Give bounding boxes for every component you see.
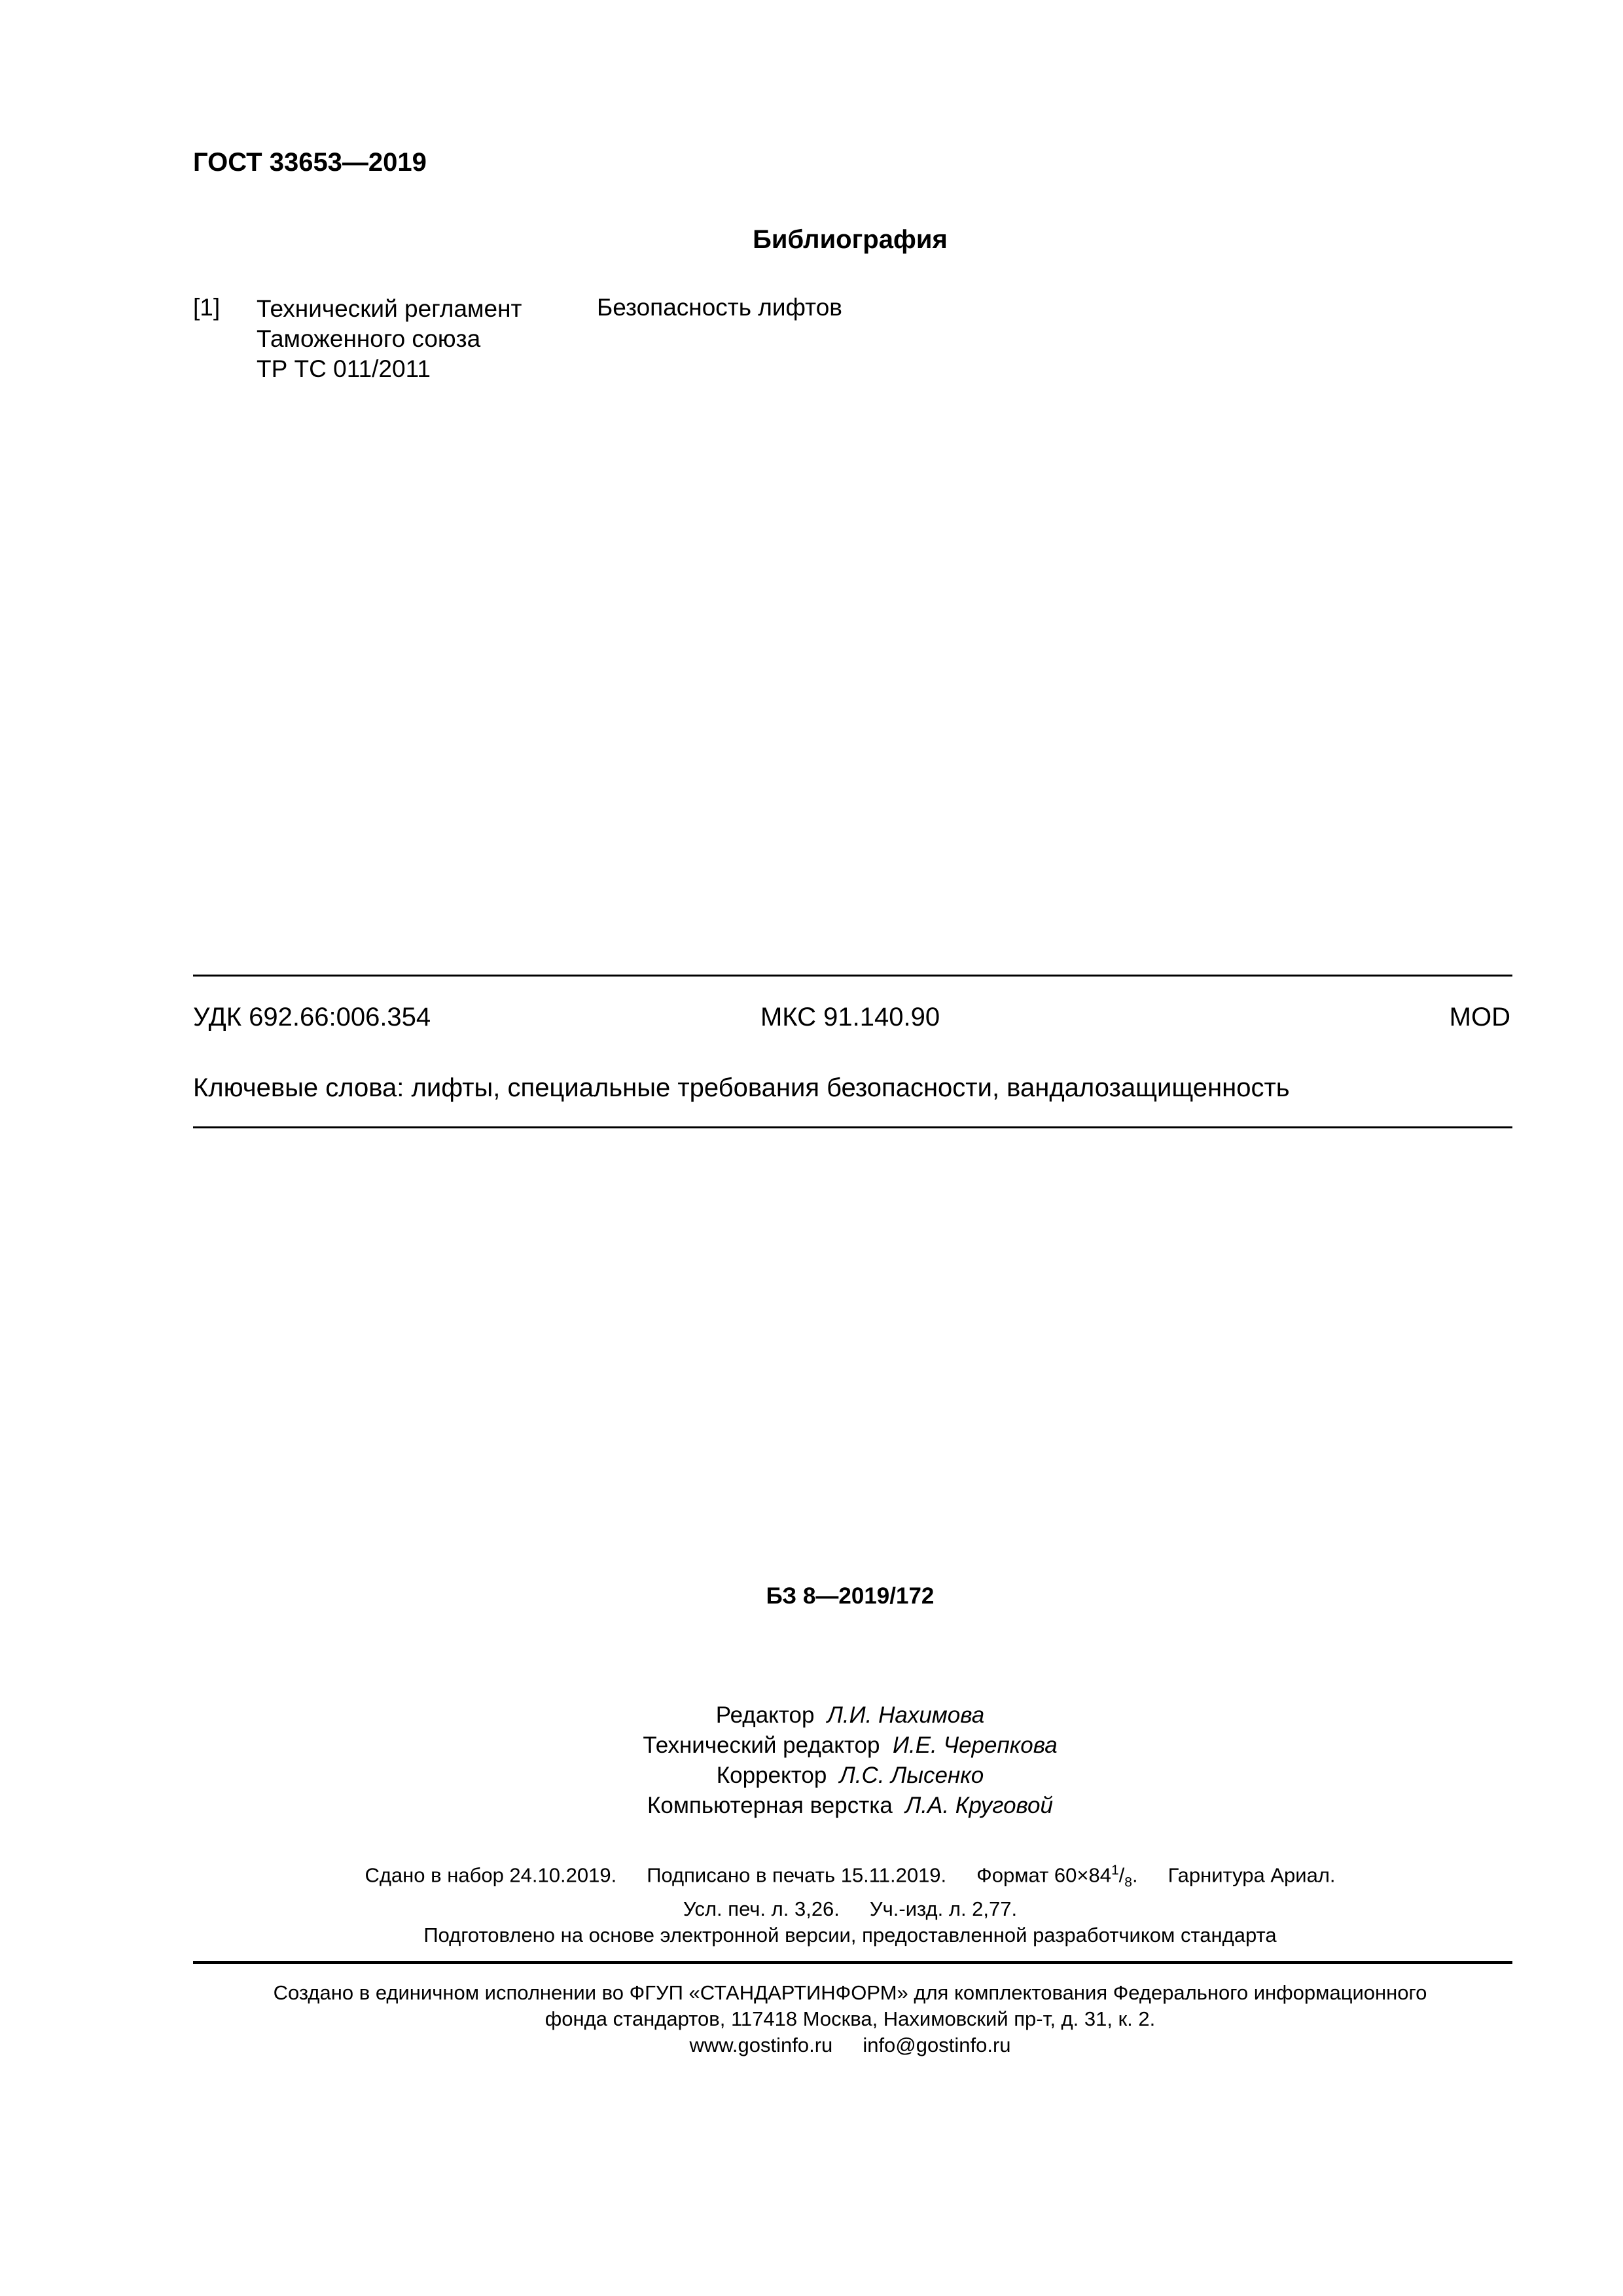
footer-line-2: фонда стандартов, 117418 Москва, Нахимовский пр-т, д. 31, к. 2. bbox=[544, 2007, 1156, 2030]
footer-divider bbox=[193, 1961, 1512, 1964]
publication-info bbox=[0, 1857, 1623, 1948]
format-sub: 8 bbox=[1124, 1874, 1132, 1890]
staff-name: Л.И. Нахимова bbox=[827, 1702, 985, 1728]
footer bbox=[0, 1980, 1623, 2058]
publication-line-2 bbox=[0, 1896, 1623, 1922]
prepared-note: Подготовлено на основе электронной версии, предоставленной разработчиком стандарта bbox=[423, 1923, 1277, 1946]
staff-line bbox=[0, 1700, 1623, 1731]
format-label: Формат 60×84 bbox=[976, 1863, 1111, 1887]
signed-date: Подписано в печать 15.11.2019. bbox=[647, 1863, 947, 1887]
staff-role: Корректор bbox=[716, 1763, 827, 1788]
email-link[interactable]: info@gostinfo.ru bbox=[863, 2034, 1011, 2056]
mks-code: МКС 91.140.90 bbox=[760, 1003, 940, 1031]
section-title: Библиография bbox=[753, 225, 948, 254]
source-line: ТР ТС 011/2011 bbox=[257, 355, 431, 382]
publication-line-1: Сдано в набор 24.10.2019. Подписано в печать 15.11.2019. Формат $60\times 84^1/_8$. Гарнитура Ариал. bbox=[365, 1863, 1336, 1890]
udk-code: УДК 692.66:006.354 bbox=[193, 1003, 431, 1031]
format-sup: 1 bbox=[1111, 1863, 1119, 1878]
keywords: Ключевые слова: лифты, специальные требования безопасности, вандалозащищенность bbox=[193, 1073, 1290, 1102]
staff-role: Технический редактор bbox=[643, 1732, 880, 1758]
staff-role: Редактор bbox=[715, 1702, 815, 1728]
format-suffix: . bbox=[1132, 1863, 1138, 1887]
staff-role: Компьютерная верстка bbox=[647, 1793, 893, 1818]
footer-line-1: Создано в единичном исполнении во ФГУП «СТАНДАРТИНФОРМ» для комплектования Федерального информационного bbox=[273, 1981, 1427, 2004]
mod-label: MOD bbox=[1449, 1003, 1510, 1031]
bibliography-entry-source bbox=[257, 294, 522, 384]
bibliography-entry-number: [1] bbox=[193, 294, 221, 321]
website-link[interactable]: www.gostinfo.ru bbox=[689, 2034, 833, 2056]
submitted-date: Сдано в набор 24.10.2019. bbox=[365, 1863, 617, 1887]
typeface: Гарнитура Ариал. bbox=[1168, 1863, 1336, 1887]
divider-top bbox=[193, 975, 1512, 977]
pub-sheets: Уч.-изд. л. 2,77. bbox=[869, 1897, 1018, 1920]
source-line: Технический регламент bbox=[257, 295, 522, 322]
bibliography-entry-title: Безопасность лифтов bbox=[597, 294, 842, 321]
staff-list bbox=[0, 1700, 1623, 1821]
bz-number: БЗ 8—2019/172 bbox=[766, 1583, 935, 1609]
staff-line bbox=[0, 1761, 1623, 1791]
source-line: Таможенного союза bbox=[257, 325, 481, 352]
staff-name: И.Е. Черепкова bbox=[892, 1732, 1058, 1758]
staff-line bbox=[0, 1731, 1623, 1761]
document-code: ГОСТ 33653—2019 bbox=[193, 148, 427, 177]
staff-name: Л.С. Лысенко bbox=[839, 1763, 984, 1788]
staff-name: Л.А. Круговой bbox=[905, 1793, 1053, 1818]
footer-links bbox=[0, 2032, 1623, 2058]
staff-line bbox=[0, 1791, 1623, 1821]
print-sheets: Усл. печ. л. 3,26. bbox=[683, 1897, 840, 1920]
divider-bottom bbox=[193, 1126, 1512, 1128]
